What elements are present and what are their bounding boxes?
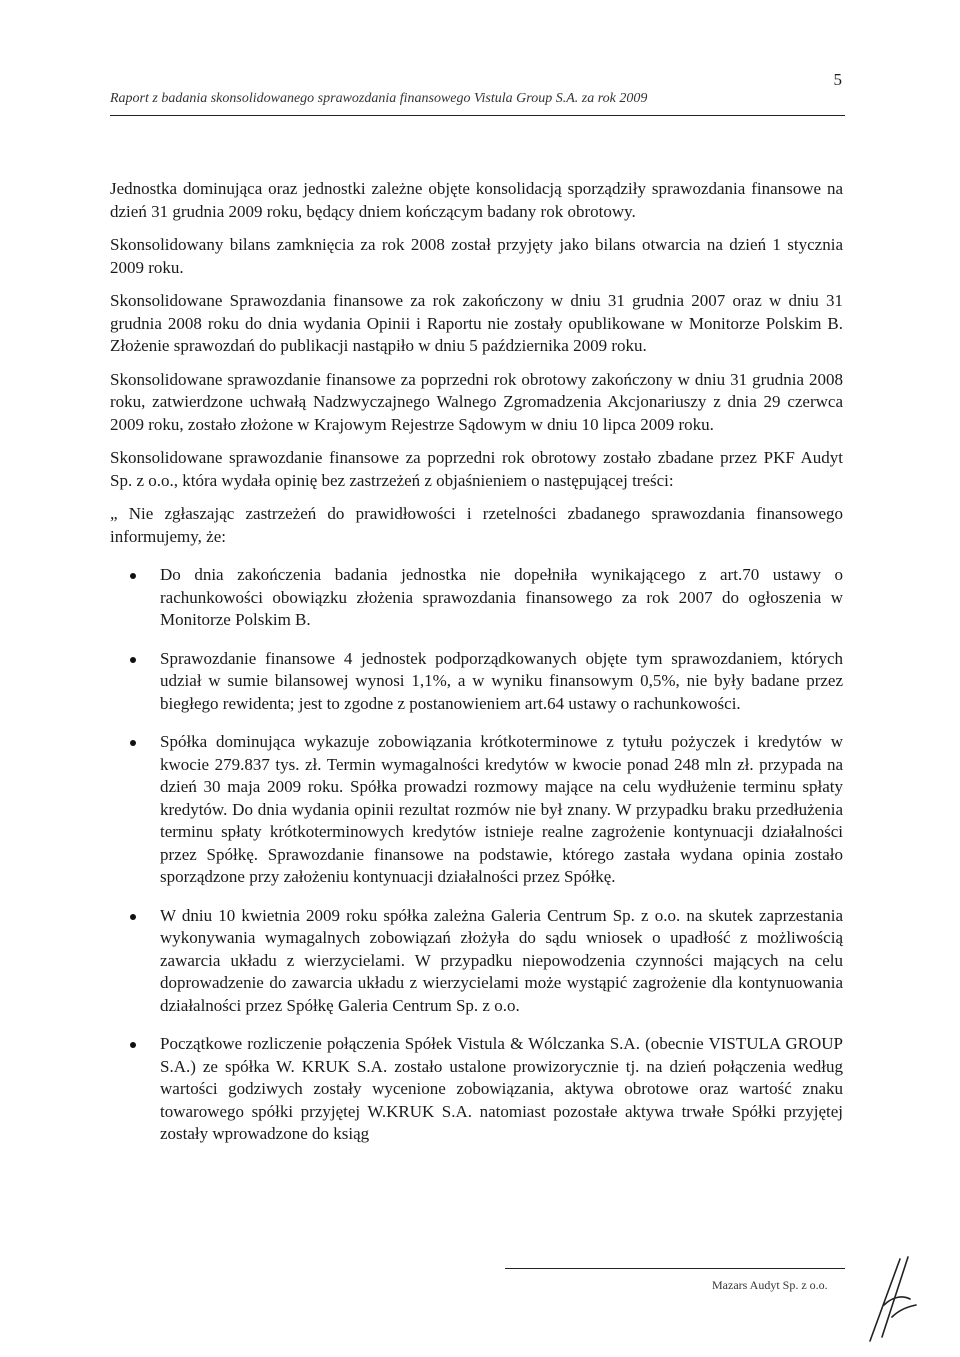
paragraph: Skonsolidowane sprawozdanie finansowe za poprzedni rok obrotowy zakończony w dniu 31 grudnia 2008 roku, zatwierdzone uchwałą Nadzwyczajnego Walnego Zgromadzenia Akcjonariuszy z dnia 29 czerwca 2009 roku, zostało złożone w Krajowym Rejestrze Sądowym w dniu 10 lipca 2009 roku. <box>110 369 843 434</box>
paragraph: Skonsolidowane Sprawozdania finansowe za rok zakończony w dniu 31 grudnia 2007 oraz w dniu 31 grudnia 2008 roku do dnia wydania Opinii i Raportu nie zostały opublikowane w Monitorze Polskim B. Złożenie sprawozdań do publikacji nastąpiło w dniu 5 października 2009 roku. <box>110 291 843 355</box>
bullet-list <box>110 564 843 1146</box>
paragraph: Skonsolidowane sprawozdanie finansowe za poprzedni rok obrotowy zostało zbadane przez PKF Audyt Sp. z o.o., która wydała opinię bez zastrzeżeń z objaśnieniem o następującej treści: <box>110 448 843 490</box>
list-item: W dniu 10 kwietnia 2009 roku spółka zależna Galeria Centrum Sp. z o.o. na skutek zaprzestania wykonywania wymagalnych zobowiązań złożyła do sądu wniosek o upadłość z możliwością zawarcia układu z wierzycielami. W przypadku niepowodzenia czynności mających na celu doprowadzenie do zawarcia układu z wierzycielami może wystąpić zagrożenie dla kontynuowania działalności przez Spółkę Galeria Centrum Sp. z o.o. <box>110 905 843 1018</box>
bullet-icon <box>130 1042 136 1048</box>
page-number: 5 <box>833 70 842 89</box>
paragraph: Skonsolidowany bilans zamknięcia za rok 2008 został przyjęty jako bilans otwarcia na dzień 1 stycznia 2009 roku. <box>110 235 843 277</box>
list-item: Sprawozdanie finansowe 4 jednostek podporządkowanych objęte tym sprawozdaniem, których udział w sumie bilansowej wynosi 1,1%, a w wyniku finansowym 0,5%, nie były badane przez biegłego rewidenta; jest to zgodne z postanowieniem art.64 ustawy o rachunkowości. <box>110 648 843 716</box>
footer-company: Mazars Audyt Sp. z o.o. <box>712 1278 828 1292</box>
signature-mark <box>862 1255 922 1345</box>
bullet-icon <box>130 914 136 920</box>
footer-divider <box>505 1268 845 1269</box>
quote-intro: „ Nie zgłaszając zastrzeżeń do prawidłowości i rzetelności zbadanego sprawozdania finansowego informujemy, że: <box>110 504 843 546</box>
list-item: Do dnia zakończenia badania jednostka nie dopełniła wynikającego z art.70 ustawy o rachunkowości obowiązku złożenia sprawozdania finansowego za rok 2007 do ogłoszenia w Monitorze Polskim B. <box>110 564 843 632</box>
page-header: Raport z badania skonsolidowanego sprawozdania finansowego Vistula Group S.A. za rok 2009 <box>110 91 845 116</box>
list-item: Początkowe rozliczenie połączenia Spółek Vistula & Wólczanka S.A. (obecnie VISTULA GROUP S.A.) ze spółka W. KRUK S.A. zostało ustalone prowizorycznie tj. na dzień połączenia według wartości godziwych zostały wycenione zobowiązania, aktywa obrotowe oraz wartość znaku towarowego spółki przyjętej W.KRUK S.A. natomiast pozostałe aktywa trwałe Spółki przyjętej zostały wprowadzone do ksiąg <box>110 1033 843 1146</box>
paragraph: Jednostka dominująca oraz jednostki zależne objęte konsolidacją sporządziły sprawozdania finansowe na dzień 31 grudnia 2009 roku, będący dniem kończącym badany rok obrotowy. <box>110 179 843 221</box>
bullet-icon <box>130 573 136 579</box>
bullet-icon <box>130 657 136 663</box>
bullet-icon <box>130 740 136 746</box>
document-body <box>110 178 843 1162</box>
list-item: Spółka dominująca wykazuje zobowiązania krótkoterminowe z tytułu pożyczek i kredytów w kwocie 279.837 tys. zł. Termin wymagalności kredytów w kwocie ponad 248 mln zł. przypada na dzień 30 maja 2009 roku. Spółka prowadzi rozmowy mające na celu wydłużenie terminu spłaty kredytów. Do dnia wydania opinii rezultat rozmów nie był znany. W przypadku braku przedłużenia terminu spłaty krótkoterminowych kredytów istnieje realne zagrożenie kontynuacji działalności przez Spółkę. Sprawozdanie finansowe na podstawie, którego zastała wydana opinia zostało sporządzone przy założeniu kontynuacji działalności przez Spółkę. <box>110 731 843 889</box>
